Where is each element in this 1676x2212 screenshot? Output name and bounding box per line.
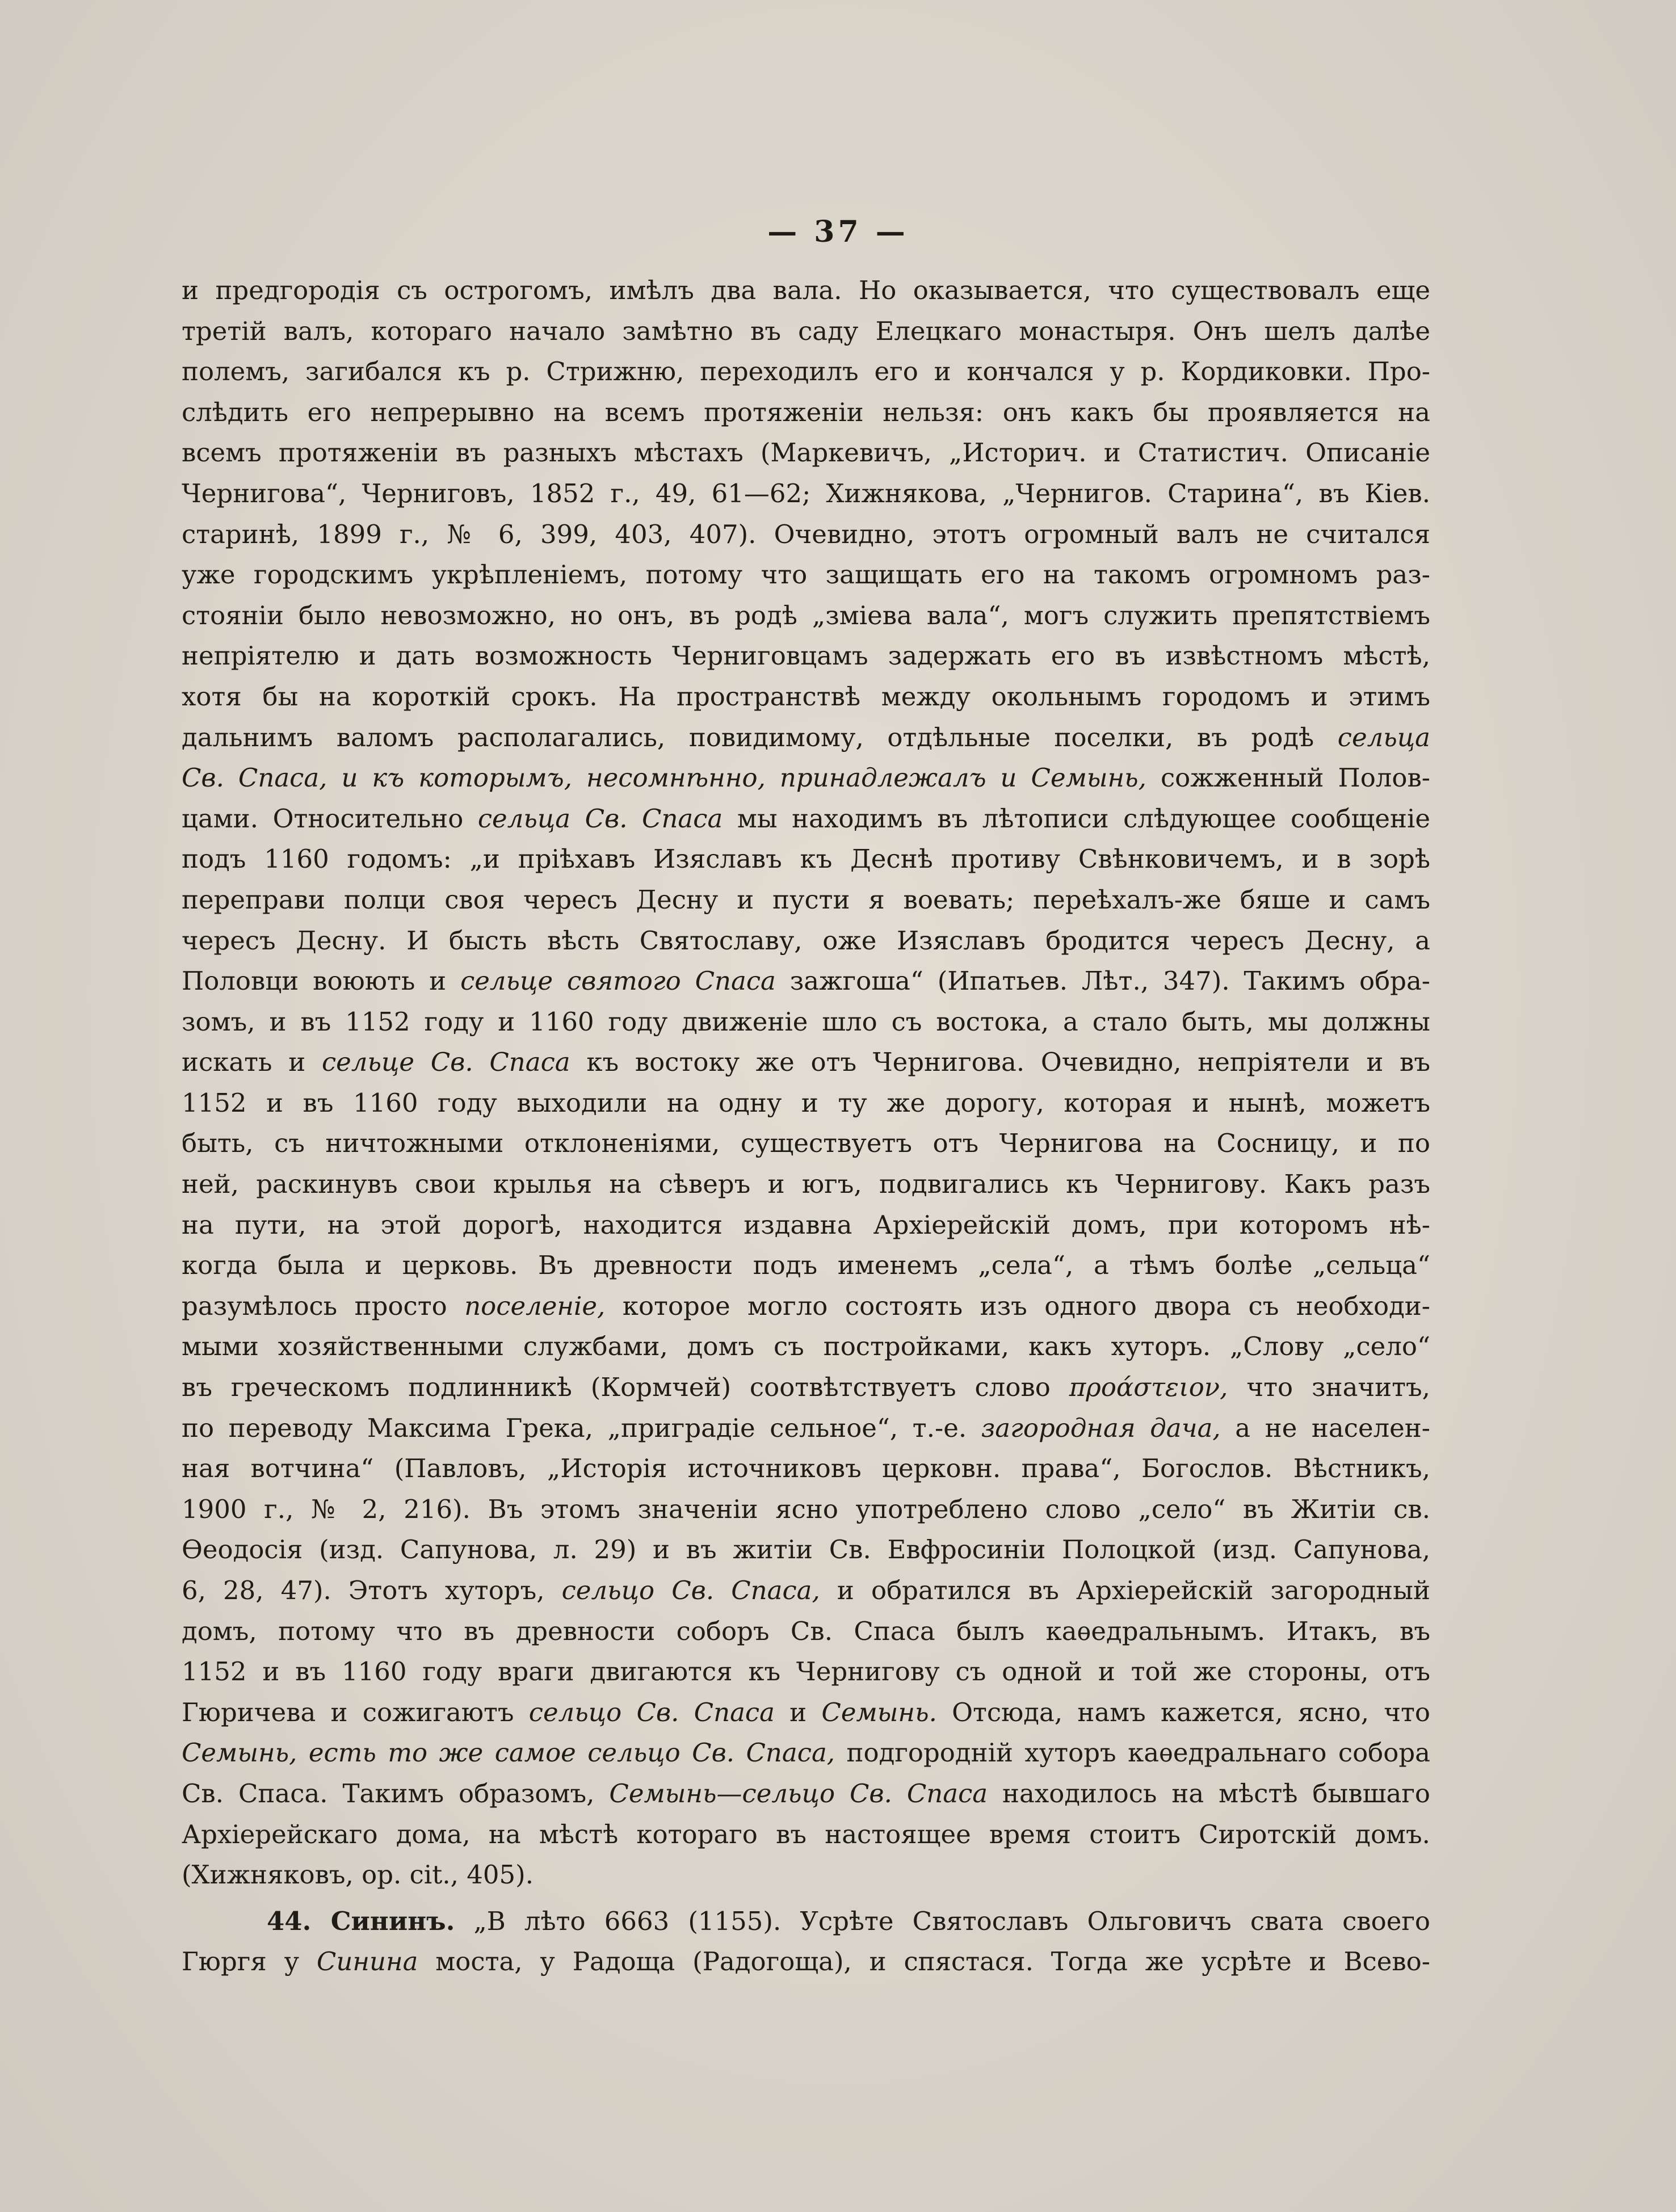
text-line <box>182 961 1430 1002</box>
text-line: 1152 и въ 1160 году враги двигаются къ Чернигову съ одной и той же стороны, отъ <box>182 1656 1430 1687</box>
text-line <box>182 1941 1430 1982</box>
text-run: дальнимъ валомъ располагались, повидимому, отдѣльные поселки, въ родѣ <box>182 722 1314 752</box>
text-run: по переводу Максима Грека, „приградіе сельное“, т.-е. <box>182 1412 967 1443</box>
text-run: „В лѣто 6663 (1155). Усрѣте Святославъ Ольговичъ свата своего <box>473 1906 1430 1936</box>
text-line: третій валъ, котораго начало замѣтно въ саду Елецкаго монастыря. Онъ шелъ далѣе <box>182 316 1430 346</box>
text-run: Отсюда, намъ кажется, ясно, что <box>952 1697 1430 1727</box>
page-number: — 37 — <box>767 215 909 249</box>
text-line: мыми хозяйственными службами, домъ съ постройками, какъ хуторъ. „Слову „село“ <box>182 1331 1430 1362</box>
text-line: стояніи было невозможно, но онъ, въ родѣ „зміева вала“, могъ служить препятствіемъ <box>182 600 1430 630</box>
text-line: 1152 и въ 1160 году выходили на одну и ту же дорогу, которая и нынѣ, можетъ <box>182 1087 1430 1118</box>
italic-term: сельцо Св. Спаса <box>528 1697 775 1727</box>
text-line: Ѳеодосія (изд. Сапунова, л. 29) и въ житіи Св. Евфросиніи Полоцкой (изд. Сапунова, <box>182 1534 1430 1565</box>
text-line: когда была и церковь. Въ древности подъ именемъ „села“, а тѣмъ болѣе „сельца“ <box>182 1250 1430 1281</box>
text-line: подъ 1160 годомъ: „и пріѣхавъ Изяславъ къ Деснѣ противу Свѣнковичемъ, и в зорѣ <box>182 844 1430 874</box>
text-line <box>182 1570 1430 1611</box>
italic-term: сельце Св. Спаса <box>321 1047 570 1078</box>
text-run: подгородній хуторъ каѳедральнаго собора <box>846 1738 1430 1768</box>
text-line <box>182 1367 1430 1408</box>
text-run: мы находимъ въ лѣтописи слѣдующее сообщеніе <box>737 803 1430 834</box>
text-line: Архіерейскаго дома, на мѣстѣ котораго въ настоящее время стоитъ Сиротскій домъ. <box>182 1819 1430 1849</box>
text-run: моста, у Радоща (Радогоща), и спястася. Тогда же усрѣте и Всево- <box>435 1946 1430 1977</box>
text-run: которое могло состоять изъ одного двора съ необходи- <box>622 1290 1430 1321</box>
text-line: ная вотчина“ (Павловъ, „Исторія источниковъ церковн. права“, Богослов. Вѣстникъ, <box>182 1453 1430 1484</box>
text-line: полемъ, загибался къ р. Стрижню, переходилъ его и кончался у р. Кордиковки. Про- <box>182 356 1430 387</box>
text-run: и обратился въ Архіерейскій загородный <box>837 1575 1430 1605</box>
text-line: ней, раскинувъ свои крылья на сѣверъ и югъ, подвигались къ Чернигову. Какъ разъ <box>182 1169 1430 1200</box>
text-line: уже городскимъ укрѣпленіемъ, потому что защищать его на такомъ огромномъ раз- <box>182 560 1430 590</box>
italic-term: Св. Спаса, и къ которымъ, несомнѣнно, принадлежалъ и <box>182 763 1017 793</box>
text-line: 1900 г., № 2, 216). Въ этомъ значеніи ясно употреблено слово „село“ въ Житіи св. <box>182 1494 1430 1524</box>
italic-term: Синина <box>316 1946 418 1977</box>
text-line: хотя бы на короткій срокъ. На пространствѣ между окольнымъ городомъ и этимъ <box>182 681 1430 712</box>
text-run: къ востоку же отъ Чернигова. Очевидно, непріятели и въ <box>586 1047 1430 1078</box>
text-run: 6, 28, 47). Этотъ хуторъ, <box>182 1575 545 1605</box>
text-line: чересъ Десну. И бысть вѣсть Святославу, оже Изяславъ бродится чересъ Десну, а <box>182 925 1430 956</box>
text-line: на пути, на этой дорогѣ, находится издавна Архіерейскій домъ, при которомъ нѣ- <box>182 1209 1430 1240</box>
text-run: искать и <box>182 1047 306 1078</box>
text-line: переправи полци своя чересъ Десну и пусти я воевать; переѣхалъ-же бяше и самъ <box>182 884 1430 915</box>
text-line <box>182 798 1430 839</box>
italic-term: Семынь. <box>821 1697 937 1727</box>
italic-term: сельце святого Спаса <box>460 966 776 996</box>
text-line: (Хижняковъ, op. cit., 405). <box>182 1860 534 1890</box>
italic-term: сельцо Св. Спаса, <box>587 1738 835 1768</box>
text-line <box>182 1408 1430 1449</box>
text-line: и предгородія съ острогомъ, имѣлъ два вала. Но оказывается, что существовалъ еще <box>182 275 1430 305</box>
text-line <box>182 1732 1430 1773</box>
text-line <box>182 1773 1430 1814</box>
text-line: старинѣ, 1899 г., № 6, 399, 403, 407). Очевидно, этотъ огромный валъ не считался <box>182 519 1430 549</box>
text-run: Половци воюють и <box>182 966 447 996</box>
text-run: что значитъ, <box>1246 1372 1430 1403</box>
text-run: разумѣлось просто <box>182 1290 447 1321</box>
text-line: слѣдить его непрерывно на всемъ протяженіи нельзя: онъ какъ бы проявляется на <box>182 397 1430 427</box>
text-run: зажгоша“ (Ипатьев. Лѣт., 347). Такимъ обра- <box>789 966 1430 996</box>
text-line <box>182 1692 1430 1733</box>
text-run: Гюричева и сожигаютъ <box>182 1697 514 1727</box>
text-run: Гюргя у <box>182 1946 300 1977</box>
italic-term: сельца <box>1337 722 1430 752</box>
text-run: въ греческомъ подлинникѣ (Кормчей) соотвѣтствуетъ слово <box>182 1372 1051 1403</box>
text-run: а не населен- <box>1235 1412 1430 1443</box>
text-run: цами. Относительно <box>182 803 464 834</box>
text-line: домъ, потому что въ древности соборъ Св. Спаса былъ каѳедральнымъ. Итакъ, въ <box>182 1616 1430 1646</box>
italic-term: Семынь, <box>1031 763 1146 793</box>
italic-term: загородная дача, <box>981 1412 1221 1443</box>
italic-term: Семынь—сельцо Св. Спаса <box>609 1778 988 1809</box>
italic-term: сельцо Св. Спаса, <box>561 1575 820 1605</box>
text-run: сожженный Полов- <box>1160 763 1430 793</box>
text-run: и <box>789 1697 807 1727</box>
text-line: непріятелю и дать возможность Черниговцамъ задержать его въ извѣстномъ мѣстѣ, <box>182 641 1430 671</box>
text-line <box>182 717 1430 758</box>
text-run: находилось на мѣстѣ бывшаго <box>1002 1778 1430 1809</box>
text-line: всемъ протяженіи въ разныхъ мѣстахъ (Маркевичъ, „Историч. и Статистич. Описаніе <box>182 438 1430 468</box>
italic-term: поселеніе, <box>464 1290 606 1321</box>
text-run: Св. Спаса. Такимъ образомъ, <box>182 1778 595 1809</box>
text-line: зомъ, и въ 1152 году и 1160 году движеніе шло съ востока, а стало быть, мы должны <box>182 1006 1430 1037</box>
body-text <box>182 270 1430 1982</box>
text-line <box>182 758 1430 798</box>
text-line: быть, съ ничтожными отклоненіями, существуетъ отъ Чернигова на Сосницу, и по <box>182 1128 1430 1159</box>
italic-term: Семынь, есть то же самое <box>182 1738 576 1768</box>
entry-heading-line <box>182 1901 1430 1942</box>
text-line: Чернигова“, Черниговъ, 1852 г., 49, 61—62; Хижнякова, „Чернигов. Старина“, въ Кіев. <box>182 478 1430 508</box>
italic-term: сельца Св. Спаса <box>477 803 723 834</box>
text-line <box>182 1042 1430 1083</box>
text-line <box>182 1286 1430 1327</box>
greek-term: προάστειον, <box>1069 1372 1228 1403</box>
entry-heading: 44. Сининъ. <box>267 1906 455 1936</box>
